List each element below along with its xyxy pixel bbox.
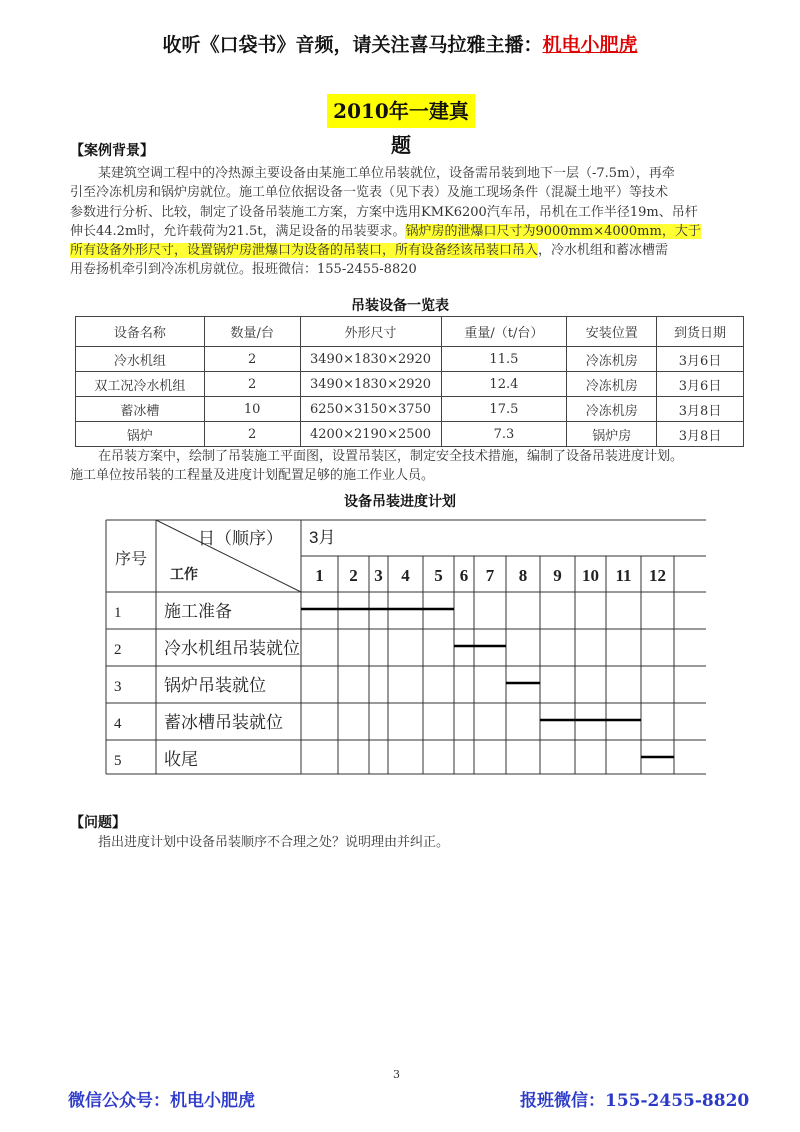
background-line-2: 引至冷冻机房和锅炉房就位。施工单位依据设备一览表（见下表）及施工现场条件（混凝土地平）等技术 bbox=[70, 185, 669, 201]
task-seq: 2 bbox=[114, 642, 122, 658]
table-cell: 12.4 bbox=[441, 372, 567, 397]
table-cell: 7.3 bbox=[441, 422, 567, 447]
table-cell: 11.5 bbox=[441, 347, 567, 372]
highlight-part-a: 锅炉房的泄爆口尺寸为9000mm×4000mm，大于 bbox=[405, 223, 701, 239]
day-label: 9 bbox=[553, 566, 562, 585]
footer-class-wechat: 报班微信：155-2455-8820 bbox=[520, 1091, 750, 1111]
day-label: 4 bbox=[401, 566, 410, 585]
table-cell: 3490×1830×2920 bbox=[300, 347, 441, 372]
day-label: 6 bbox=[459, 566, 469, 585]
task-name: 蓄冰槽吊装就位 bbox=[164, 713, 283, 732]
top-banner bbox=[0, 30, 800, 57]
table-cell: 2 bbox=[204, 347, 300, 372]
background-line-5 bbox=[70, 241, 740, 260]
day-label: 10 bbox=[582, 566, 599, 585]
background-line-5-tail: ，冷水机组和蓄冰槽需 bbox=[538, 243, 669, 259]
task-seq: 5 bbox=[114, 753, 122, 769]
table-cell: 3月8日 bbox=[657, 397, 744, 422]
equipment-header-row bbox=[76, 317, 744, 347]
day-label: 2 bbox=[349, 566, 358, 585]
background-paragraph bbox=[70, 164, 740, 280]
background-line-6: 用卷扬机牵引到冷冻机房就位。报班微信：155-2455-8820 bbox=[70, 262, 417, 278]
header-cell: 重量/（t/台） bbox=[441, 317, 567, 347]
question-text: 指出进度计划中设备吊装顺序不合理之处？说明理由并纠正。 bbox=[98, 835, 450, 850]
table-cell: 2 bbox=[204, 422, 300, 447]
day-label: 12 bbox=[649, 566, 666, 585]
background-line-3: 参数进行分析、比较，制定了设备吊装施工方案，方案中选用KMK6200汽车吊，吊机在工作半径19m、吊杆 bbox=[70, 204, 698, 220]
day-label: 11 bbox=[615, 566, 632, 585]
schedule-chart bbox=[100, 516, 712, 778]
banner-text: 收听《口袋书》音频，请关注喜马拉雅主播： bbox=[162, 34, 543, 56]
banner-host-name: 机电小肥虎 bbox=[542, 34, 638, 56]
day-label: 8 bbox=[518, 566, 528, 585]
table-row bbox=[76, 347, 744, 372]
header-cell: 外形尺寸 bbox=[300, 317, 441, 347]
highlight-part-b: 所有设备外形尺寸，设置锅炉房泄爆口为设备的吊装口，所有设备经该吊装口吊入 bbox=[70, 243, 539, 259]
table-cell: 3490×1830×2920 bbox=[300, 372, 441, 397]
table-cell: 锅炉 bbox=[76, 422, 205, 447]
table-cell: 4200×2190×2500 bbox=[300, 422, 441, 447]
background-heading: 【案例背景】 bbox=[70, 143, 154, 159]
seq-header: 序号 bbox=[115, 551, 148, 568]
task-name: 冷水机组吊装就位 bbox=[164, 639, 300, 658]
equipment-table bbox=[75, 316, 744, 447]
plan-line-2: 施工单位按吊装的工程量及进度计划配置足够的施工作业人员。 bbox=[70, 468, 435, 484]
day-label: 7 bbox=[485, 566, 495, 585]
task-name: 施工准备 bbox=[164, 602, 232, 621]
page-number: 3 bbox=[393, 1068, 400, 1081]
table-cell: 6250×3150×3750 bbox=[300, 397, 441, 422]
table-cell: 锅炉房 bbox=[567, 422, 657, 447]
table-row bbox=[76, 397, 744, 422]
day-label: 1 bbox=[315, 566, 324, 585]
table-cell: 10 bbox=[204, 397, 300, 422]
header-cell: 设备名称 bbox=[76, 317, 205, 347]
day-order-header: 日（顺序） bbox=[198, 529, 283, 548]
exam-title: 2010年一建真题 bbox=[327, 94, 475, 128]
day-label: 3 bbox=[374, 566, 383, 585]
plan-paragraph bbox=[70, 447, 750, 486]
month-label: 3月 bbox=[309, 528, 336, 547]
table-cell: 双工况冷水机组 bbox=[76, 372, 205, 397]
table-cell: 蓄冰槽 bbox=[76, 397, 205, 422]
work-header: 工作 bbox=[170, 566, 198, 582]
table-row bbox=[76, 422, 744, 447]
task-name: 收尾 bbox=[164, 750, 198, 769]
table-cell: 3月6日 bbox=[657, 372, 744, 397]
task-name: 锅炉吊装就位 bbox=[164, 676, 266, 695]
day-label: 5 bbox=[434, 566, 443, 585]
background-line-1: 某建筑空调工程中的冷热源主要设备由某施工单位吊装就位，设备需吊装到地下一层（-7.5m），再牵 bbox=[98, 166, 675, 181]
question-heading: 【问题】 bbox=[70, 815, 126, 831]
table-cell: 3月8日 bbox=[657, 422, 744, 447]
table-cell: 冷冻机房 bbox=[567, 372, 657, 397]
task-seq: 4 bbox=[114, 716, 122, 732]
background-line-4 bbox=[70, 222, 740, 241]
table-cell: 17.5 bbox=[441, 397, 567, 422]
footer-wechat-account: 微信公众号：机电小肥虎 bbox=[68, 1091, 255, 1111]
table-cell: 冷冻机房 bbox=[567, 397, 657, 422]
table-cell: 冷冻机房 bbox=[567, 347, 657, 372]
table-cell: 2 bbox=[204, 372, 300, 397]
header-cell: 到货日期 bbox=[657, 317, 744, 347]
table-cell: 3月6日 bbox=[657, 347, 744, 372]
table-row bbox=[76, 372, 744, 397]
header-cell: 安装位置 bbox=[567, 317, 657, 347]
header-cell: 数量/台 bbox=[204, 317, 300, 347]
schedule-caption: 设备吊装进度计划 bbox=[344, 494, 456, 510]
task-seq: 1 bbox=[114, 605, 122, 621]
equipment-table-caption: 吊装设备一览表 bbox=[351, 298, 449, 314]
table-cell: 冷水机组 bbox=[76, 347, 205, 372]
task-seq: 3 bbox=[114, 679, 122, 695]
plan-line-1: 在吊装方案中，绘制了吊装施工平面图，设置吊装区，制定安全技术措施，编制了设备吊装进度计划。 bbox=[98, 449, 684, 464]
background-line-4-text: 伸长44.2m时，允许载荷为21.5t，满足设备的吊装要求。 bbox=[70, 223, 406, 239]
